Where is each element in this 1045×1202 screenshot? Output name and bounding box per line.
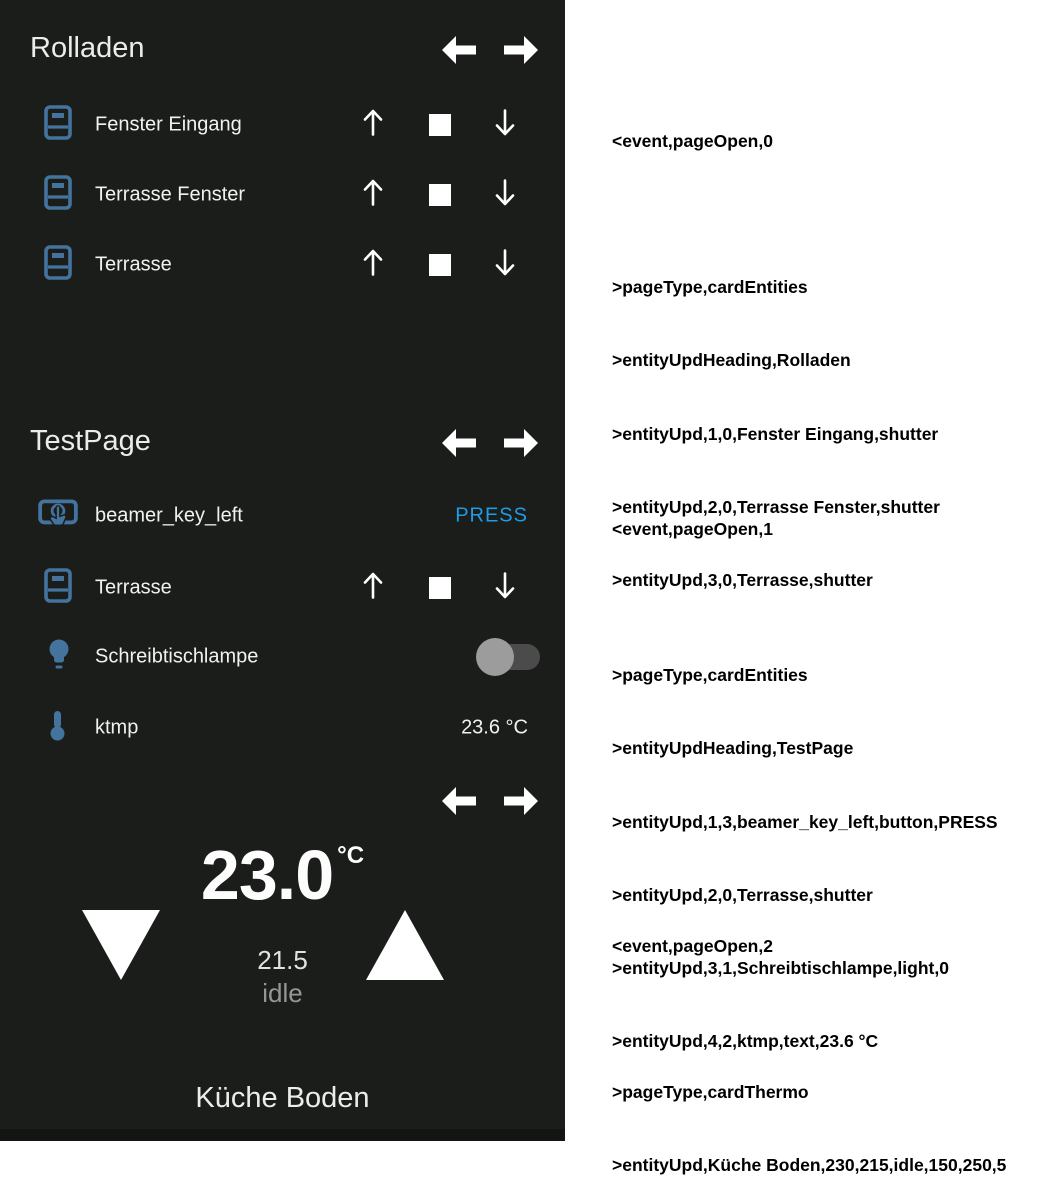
shutter-stop-button[interactable]: [429, 577, 451, 599]
thermostat-title: Küche Boden: [195, 1082, 370, 1114]
log-line: >pageType,cardThermo: [612, 1082, 809, 1103]
log-line: >entityUpd,2,0,Terrasse Fenster,shutter: [612, 496, 940, 517]
log-line: >pageType,cardEntities: [612, 665, 808, 686]
log-line: <event,pageOpen,2: [612, 935, 773, 956]
log-gap: [612, 590, 998, 614]
log-line: <event,pageOpen,1: [612, 518, 773, 539]
page-next-button[interactable]: [502, 35, 540, 65]
page-prev-button[interactable]: [440, 428, 478, 458]
entity-row: [0, 243, 565, 287]
shutter-down-button[interactable]: [492, 108, 518, 143]
page-prev-button[interactable]: [440, 35, 478, 65]
log-line: >entityUpdHeading,Rolladen: [612, 350, 851, 371]
log-line: >entityUpd,Küche Boden,230,215,idle,150,250,5: [612, 1155, 1007, 1176]
entity-row: [0, 173, 565, 217]
gesture-tap-button-icon: [38, 498, 78, 535]
entity-row: [0, 566, 565, 610]
entity-row: [0, 494, 565, 538]
arrow-right-icon: [502, 786, 540, 816]
entity-row: [0, 635, 565, 679]
shutter-down-button[interactable]: [492, 571, 518, 606]
shutter-stop-button[interactable]: [429, 184, 451, 206]
shutter-up-button[interactable]: [360, 108, 386, 143]
window-shutter-icon: [44, 245, 72, 285]
panel-bottom-strip: [0, 1129, 565, 1141]
log-line: >entityUpd,1,3,beamer_key_left,button,PRESS: [612, 811, 998, 832]
protocol-log-page2: [612, 885, 1006, 1202]
arrow-left-icon: [440, 35, 478, 65]
entity-label: Terrasse Fenster: [95, 183, 246, 206]
log-line: <event,pageOpen,0: [612, 130, 773, 151]
shutter-down-button[interactable]: [492, 178, 518, 213]
shutter-up-button[interactable]: [360, 178, 386, 213]
log-gap: [612, 1007, 1006, 1031]
entity-label: Fenster Eingang: [95, 113, 242, 136]
shutter-up-button[interactable]: [360, 571, 386, 606]
log-line: >entityUpd,2,0,Terrasse,shutter: [612, 884, 873, 905]
current-temperature-value: 23.0: [200, 836, 334, 914]
log-line: >entityUpdHeading,TestPage: [612, 738, 854, 759]
thermometer-icon: [49, 710, 66, 747]
arrow-left-icon: [440, 786, 478, 816]
page-prev-button[interactable]: [440, 786, 478, 816]
entity-label: Terrasse: [95, 576, 172, 599]
shutter-up-button[interactable]: [360, 248, 386, 283]
hvac-state: idle: [262, 978, 303, 1008]
log-line: >entityUpd,3,0,Terrasse,shutter: [612, 570, 873, 591]
shutter-down-button[interactable]: [492, 248, 518, 283]
toggle-knob: [476, 638, 514, 676]
page-title: Rolladen: [30, 32, 145, 64]
entity-label: beamer_key_left: [95, 504, 243, 527]
sensor-value: 23.6 °C: [461, 716, 528, 739]
entity-label: Terrasse: [95, 253, 172, 276]
log-line: >entityUpd,3,1,Schreibtischlampe,light,0: [612, 958, 949, 979]
entity-row: [0, 706, 565, 750]
window-shutter-icon: [44, 568, 72, 608]
arrow-right-icon: [502, 35, 540, 65]
shutter-stop-button[interactable]: [429, 114, 451, 136]
log-gap: [612, 202, 940, 226]
log-line: >entityUpd,1,0,Fenster Eingang,shutter: [612, 423, 939, 444]
shutter-stop-button[interactable]: [429, 254, 451, 276]
target-temperature: 21.5: [257, 945, 308, 975]
temperature-unit: °C: [337, 842, 365, 869]
entity-row: [0, 103, 565, 147]
log-line: >entityUpd,4,2,ktmp,text,23.6 °C: [612, 1031, 879, 1052]
lightbulb-icon: [46, 638, 72, 676]
arrow-right-icon: [502, 428, 540, 458]
light-toggle-switch[interactable]: [478, 644, 540, 670]
page-title: TestPage: [30, 425, 151, 457]
entity-label: Schreibtischlampe: [95, 645, 259, 668]
press-button[interactable]: PRESS: [455, 504, 528, 527]
page-next-button[interactable]: [502, 428, 540, 458]
arrow-left-icon: [440, 428, 478, 458]
current-temperature: [0, 836, 565, 914]
window-shutter-icon: [44, 175, 72, 215]
log-line: >pageType,cardEntities: [612, 277, 808, 298]
page-next-button[interactable]: [502, 786, 540, 816]
entity-label: ktmp: [95, 716, 139, 739]
window-shutter-icon: [44, 105, 72, 145]
